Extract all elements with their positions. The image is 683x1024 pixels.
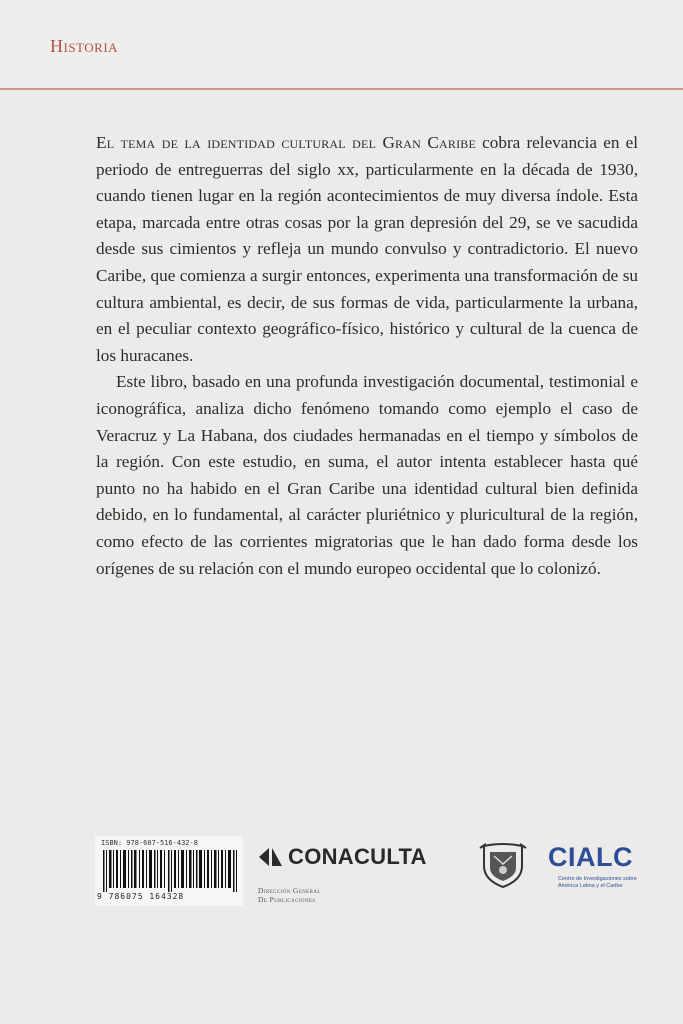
conaculta-mark-icon	[258, 846, 284, 868]
conaculta-subtitle-1: Dirección General	[258, 886, 321, 895]
barcode-digits: 9 786075 164328	[97, 892, 185, 901]
paragraph-1	[96, 130, 638, 369]
paragraph-1-lead: El tema de la identidad cultural del Gran Caribe	[96, 133, 476, 152]
category-label: Historia	[50, 36, 119, 56]
cialc-name: CIALC	[548, 842, 633, 872]
isbn-number: ISBN: 978-607-516-432-8	[101, 839, 198, 847]
paragraph-2: Este libro, basado en una profunda investigación documental, testimonial e iconográfica, analiza dicho fenómeno tomando como ejemplo el caso de Veracruz y La Habana, dos ciudades hermanadas en el tiempo y símbolos de la región. Con este estudio, en suma, el autor intenta establecer hasta qué punto no ha habido en el Gran Caribe una identidad cultural bien definida debido, en lo fundamental, al carácter pluriétnico y pluricultural de la región, como efecto de las corrientes migratorias que le han dado forma desde los orígenes de su relación con el mundo europeo occidental que lo colonizó.	[96, 372, 638, 578]
conaculta-subtitle-2: De Publicaciones	[258, 895, 316, 904]
header-divider	[0, 88, 683, 90]
cialc-description: Centro de Investigaciones sobre América Latina y el Caribe	[558, 876, 637, 889]
unam-seal-icon	[478, 840, 528, 890]
barcode	[95, 836, 243, 906]
cialc-logo	[548, 838, 648, 898]
conaculta-name: CONACULTA	[288, 844, 427, 869]
conaculta-logo	[258, 842, 438, 902]
paragraph-1-text: cobra relevancia en el periodo de entreguerras del siglo xx, particularmente en la década de 1930, cuando tienen lugar en la región acontecimientos de muy diversa índole. Esta etapa, marcada entre otras cosas por la gran depresión del 29, se ve sacudida desde sus cimientos y refleja un mundo convulso y contradictorio. El nuevo Caribe, que comienza a surgir entonces, experimenta una transformación de su cultura ambiental, es decir, de sus formas de vida, particularmente la urbana, en el peculiar contexto geográfico-físico, histórico y cultural de la cuenca de los huracanes.	[96, 133, 638, 365]
barcode-bars-icon	[103, 850, 237, 892]
back-cover-text	[96, 130, 638, 582]
